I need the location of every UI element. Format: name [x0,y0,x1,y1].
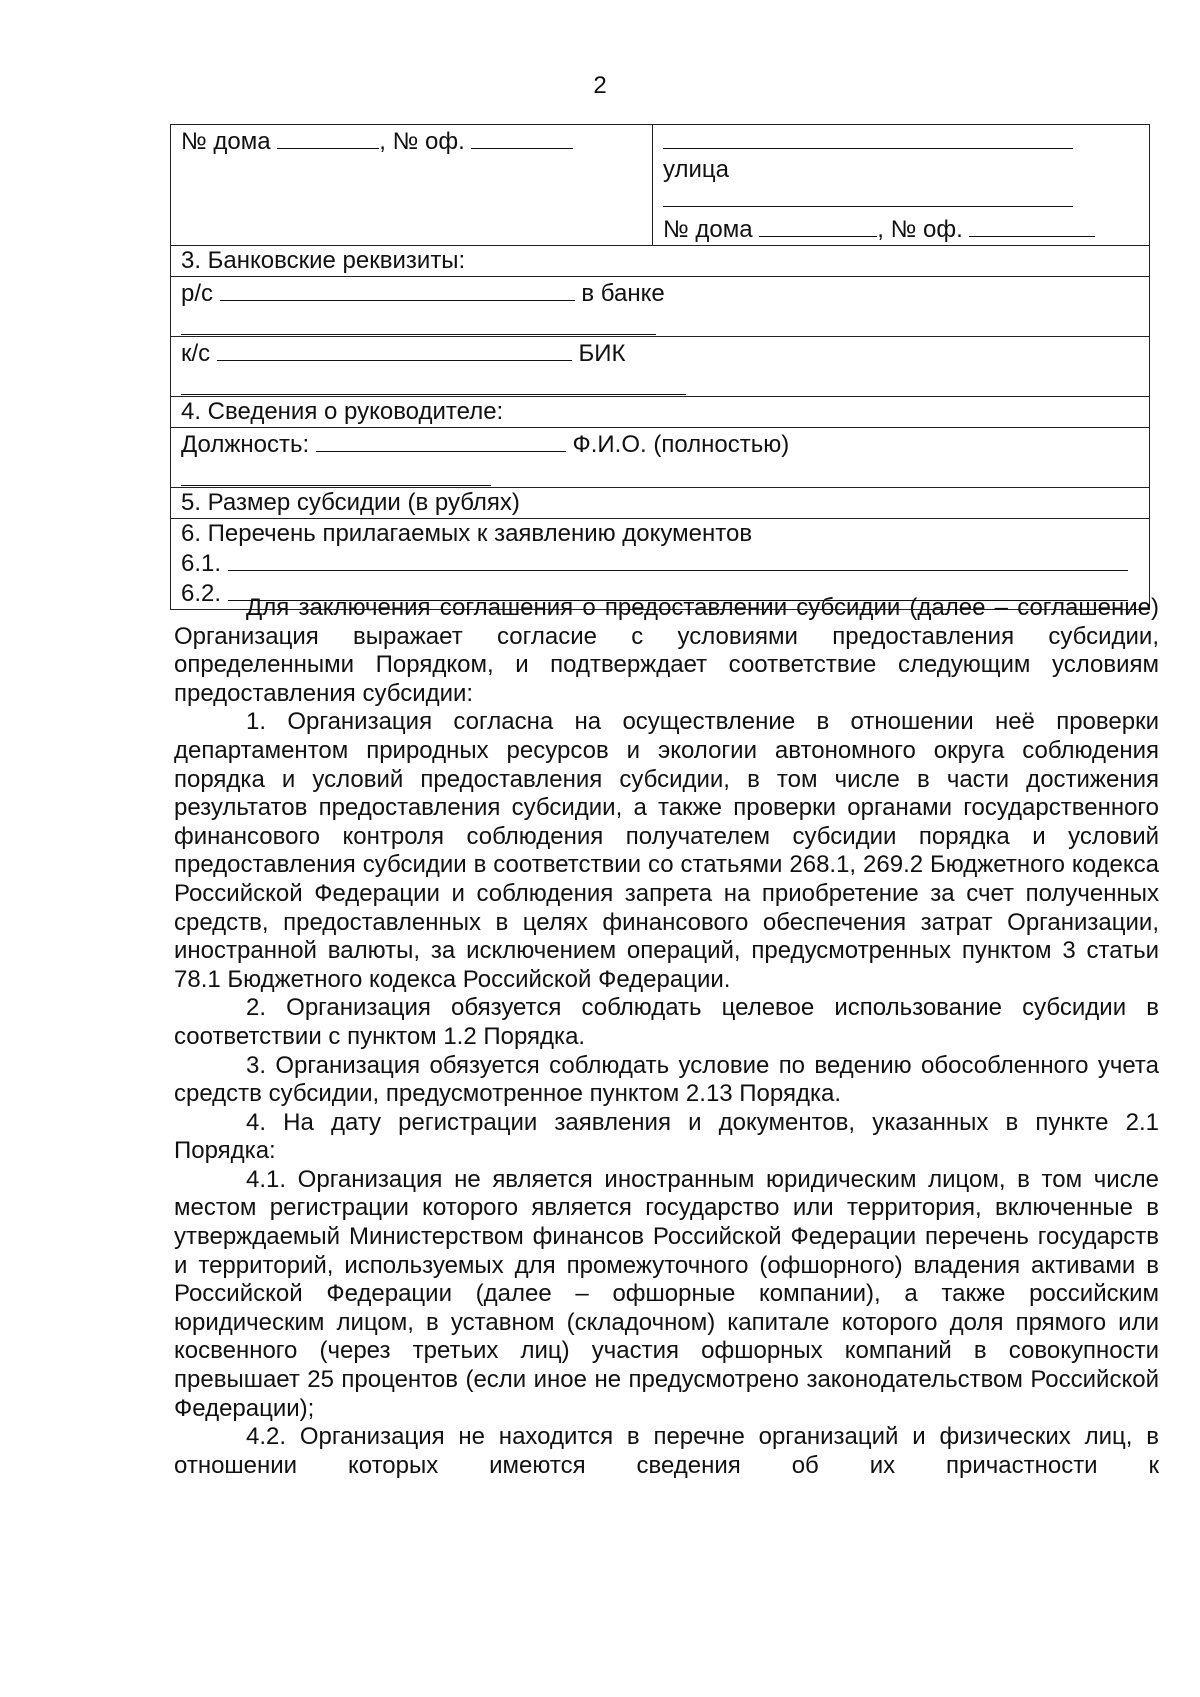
street-blank[interactable] [663,126,1073,149]
paragraph-3: 3. Организация обязуется соблюдать условие по ведению обособленного учета средств субсидии, предусмотренное пунктом 2.13 Порядка. [174,1051,1159,1108]
address-left-cell [171,125,653,246]
bik-label: БИК [578,340,626,367]
house-blank-right[interactable] [759,214,877,237]
paragraph-2: 2. Организация обязуется соблюдать целевое использование субсидии в соответствии с пунктом 1.2 Порядка. [174,994,1159,1050]
doc-1-blank[interactable] [228,548,1128,571]
bank-header: 3. Банковские реквизиты: [171,246,1150,277]
ks-label: к/с [181,340,211,367]
office-label-right: , № оф. [877,216,963,243]
office-blank[interactable] [471,126,573,149]
page-number: 2 [593,72,607,99]
head-header-row [171,397,1150,428]
docs-header: 6. Перечень прилагаемых к заявлению документов [181,520,753,547]
corr-cell [171,337,1150,397]
fio-blank[interactable] [181,459,491,486]
house-label-right: № дома [663,216,753,243]
house-blank[interactable] [277,126,379,149]
head-cell [171,428,1150,488]
paragraph-1: 1. Организация согласна на осуществление в отношении неё проверки департаментом природных ресурсов и экологии автономного округа соблюдения порядка и условий предоставления субсидии, в том числе в части достижения результатов предоставления субсидии, а также проверки органами государственного финансового контроля соблюдения получателем субсидии порядка и условий предоставления субсидии в соответствии со статьями 268.1, 269.2 Бюджетного кодекса Российской Федерации и соблюдения запрета на приобретение за счет полученных средств, предоставленных в целях финансового обеспечения затрат Организации, иностранной валюты, за исключением операций, предусмотренных пунктом 3 статьи 78.1 Бюджетного кодекса Российской Федерации. [174,708,1159,993]
rs-label: р/с [181,280,214,307]
application-form-table [170,124,1150,610]
office-label: , № оф. [379,128,465,155]
fio-label: Ф.И.О. (полностью) [572,431,790,458]
subsidy-size: 5. Размер субсидии (в рублях) [171,488,1150,519]
bank-blank[interactable] [181,308,656,335]
account-row [171,277,1150,337]
address-row [171,125,1150,246]
intro-paragraph: Для заключения соглашения о предоставлении субсидии (далее – соглашение) Организация выражает согласие с условиями предоставления субсидии, определенными Порядком, и подтверждает соответствие следующим условиям предоставления субсидии: [174,594,1159,707]
street-label: улица [663,156,729,183]
corr-row [171,337,1150,397]
address-right-cell [653,125,1150,246]
position-blank[interactable] [316,429,566,452]
doc-1-label: 6.1. [181,550,222,577]
subsidy-size-row [171,488,1150,519]
office-blank-right[interactable] [969,214,1095,237]
street-blank-2[interactable] [663,184,1073,207]
house-label: № дома [181,128,271,155]
head-header: 4. Сведения о руководителе: [171,397,1150,428]
paragraph-4-1: 4.1. Организация не является иностранным юридическим лицом, в том числе местом регистрации которого является государство или территория, включенные в утверждаемый Министерством финансов Российской Федерации перечень государств и территорий, используемых для промежуточного (офшорного) владения активами в Российской Федерации (далее – офшорные компании), а также российским юридическим лицом, в уставном (складочном) капитале которого доля прямого или косвенного (через третьих лиц) участия офшорных компаний в совокупности превышает 25 процентов (если иное не предусмотрено законодательством Российской Федерации); [174,1165,1159,1422]
position-label: Должность: [181,431,310,458]
paragraph-4-2: 4.2. Организация не находится в перечне организаций и физических лиц, в отношении которых имеются сведения об их причастности к [174,1423,1159,1479]
bik-blank[interactable] [181,368,686,395]
head-row [171,428,1150,488]
bank-label: в банке [581,280,665,307]
rs-blank[interactable] [220,278,575,301]
doc-2-label: 6.2. [181,580,222,607]
account-cell [171,277,1150,337]
document-body [174,594,1159,1480]
paragraph-4: 4. На дату регистрации заявления и документов, указанных в пункте 2.1 Порядка: [174,1108,1159,1165]
ks-blank[interactable] [217,338,572,361]
bank-header-row [171,246,1150,277]
